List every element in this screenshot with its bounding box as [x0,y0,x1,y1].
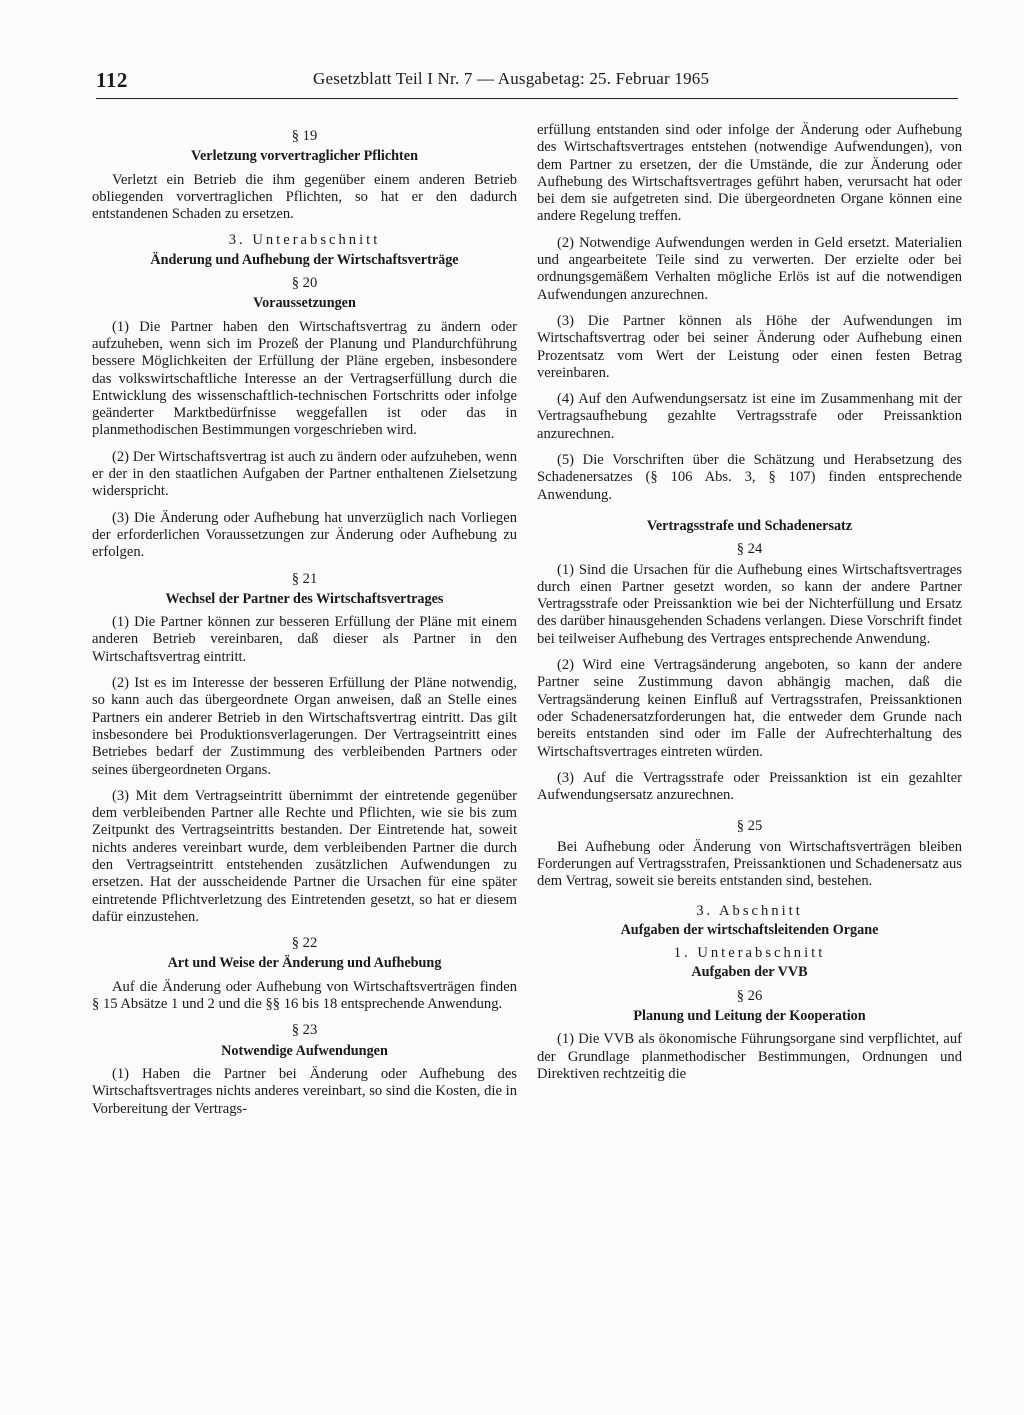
running-title: Gesetzblatt Teil I Nr. 7 — Ausgabetag: 25. Februar 1965 [313,69,710,88]
section-title: Vertragsstrafe und Schadenersatz [646,517,853,534]
paragraph: (2) Notwendige Aufwendungen werden in Geld ersetzt. Materialien und angearbeitete Teile sind zu verwerten. Der erzielte oder bei ordnungsgemäßem Verhalten mögliche Erlös ist auf die notwendigen Aufwendungen anzurechnen. [537,234,962,303]
paragraph: (3) Auf die Vertragsstrafe oder Preissanktion ist ein gezahlter Aufwendungsersatz anzurechnen. [537,769,962,804]
paragraph: (1) Sind die Ursachen für die Aufhebung eines Wirtschaftsvertrages durch einen Partner gesetzt worden, so kann der andere Partner Vertragsstrafe oder Preissanktion wie bei der Nichterfüllung und Ersatz des darüber hinausgehenden Schadens verlangen. Diese Vorschrift findet bei teilweiser Aufhebung des Vertrages entsprechende Anwendung. [537,561,962,647]
section-title: Planung und Leitung der Kooperation [633,1008,866,1025]
chapter-label: 3. Abschnitt [696,902,803,919]
paragraph: Verletzt ein Betrieb die ihm gegenüber einem anderen Betrieb obliegenden vorvertraglichen Pflichten, so hat er den dadurch entstandenen Schaden zu ersetzen. [92,171,517,223]
subsection-label: 1. Unterabschnitt [673,945,826,962]
paragraph: (1) Die VVB als ökonomische Führungsorgane sind verpflichtet, auf der Grundlage planmethodischer Bestimmungen, Ordnungen und Direktiven rechtzeitig die [537,1031,962,1082]
section-title: Verletzung vorvertraglicher Pflichten [191,148,418,165]
running-header [96,66,958,99]
section-number: § 25 [736,818,763,835]
paragraph: (1) Die Partner haben den Wirtschaftsvertrag zu ändern oder aufzuheben, wenn sich im Prozeß der Planung und Plandurchführung bessere Möglichkeiten der Erfüllung der Pläne ergeben, insbesondere das volkswirtschaftliche Interesse an der Vertragserfüllung durch die Entwicklung des wissenschaftlich-technischen Fortschritts oder infolge geänderter Marktbedürfnisse weggefallen ist oder das in planmethodischen Bestimmungen vorgeschrieben wird. [92,318,517,439]
subsection-label: 3. Unterabschnitt [228,232,381,249]
subsection-title: Aufgaben der VVB [691,964,808,981]
section-number: § 22 [291,935,318,952]
paragraph: (3) Die Partner können als Höhe der Aufwendungen im Wirtschaftsvertrag oder bei seiner Änderung oder Aufhebung einen Prozentsatz vom Wert der Leistung oder einen festen Betrag vereinbaren. [537,312,962,381]
section-number: § 20 [291,275,318,292]
section-title: Voraussetzungen [253,295,356,312]
section-number: § 19 [291,128,318,144]
paragraph: (2) Der Wirtschaftsvertrag ist auch zu ändern oder aufzuheben, wenn er der in den staatlichen Aufgaben der Partner enthaltenen Zielsetzung widerspricht. [92,448,517,500]
paragraph: (4) Auf den Aufwendungsersatz ist eine im Zusammenhang mit der Vertragsaufhebung gezahlte Vertragsstrafe oder Preissanktion anzurechnen. [537,391,962,442]
paragraph: (3) Die Änderung oder Aufhebung hat unverzüglich nach Vorliegen der erforderlichen Voraussetzungen zur Änderung oder Aufhebung zu erfolgen. [92,509,517,561]
paragraph: erfüllung entstanden sind oder infolge der Änderung oder Aufhebung des Wirtschaftsvertrages entstehen (notwendige Aufwendungen), von dem Partner zu ersetzen, der die Umstände, die zur Änderung oder Aufhebung des Wirtschaftsvertrages geführt haben, verursacht hat oder bei dem sie aufgetreten sind. Die übergeordneten Organe können eine andere Regelung treffen. [537,122,962,225]
paragraph: (5) Die Vorschriften über die Schätzung und Herabsetzung des Schadenersatzes (§ 106 Abs. 3, § 107) finden entsprechende Anwendung. [537,452,962,503]
section-title: Wechsel der Partner des Wirtschaftsvertrages [165,590,444,607]
paragraph: (2) Ist es im Interesse der besseren Erfüllung der Pläne notwendig, so kann auch das übergeordnete Organ anweisen, daß an Stelle eines Partners ein anderer Betrieb in den Wirtschaftsvertrag eintritt. Das gilt insbesondere bei Produktionsverlagerungen. Der Vertragseintritt eines Betriebes bedarf der Zustimmung des verbleibenden Partners oder seines übergeordneten Organs. [92,675,517,778]
left-column [92,122,517,1127]
subsection-title: Änderung und Aufhebung der Wirtschaftsverträge [150,251,459,268]
chapter-title: Aufgaben der wirtschaftsleitenden Organe [620,921,879,938]
page-number: 112 [96,68,128,92]
paragraph: (3) Mit dem Vertragseintritt übernimmt der eintretende gegenüber dem verbleibenden Partner alle Rechte und Pflichten, wie sie bis zum Zeitpunkt des Vertragseintritts bestanden. Der Eintretende hat, soweit nichts anderes vereinbart wurde, dem verbleibenden Partner die durch den Vertragseintritt entstehenden zusätzlichen Aufwendungen zu ersetzen. Hat der ausscheidende Partner die Ursachen für eine später eintretende Pflichtverletzung des Eintretenden gesetzt, so hat er diesem dafür einzustehen. [92,787,517,925]
paragraph: Auf die Änderung oder Aufhebung von Wirtschaftsverträgen finden § 15 Absätze 1 und 2 und die §§ 16 bis 18 entsprechende Anwendung. [92,978,517,1013]
paragraph: Bei Aufhebung oder Änderung von Wirtschaftsverträgen bleiben Forderungen auf Vertragsstrafen, Preissanktionen und Schadenersatz aus dem Vertrag, soweit sie bereits entstanden sind, bestehen. [537,838,962,890]
section-number: § 24 [736,541,763,558]
paragraph: (1) Die Partner können zur besseren Erfüllung der Pläne mit einem anderen Betrieb vereinbaren, daß dieser als Partner in den Wirtschaftsvertrag eintritt. [92,614,517,665]
section-title: Art und Weise der Änderung und Aufhebung [167,955,442,972]
section-number: § 26 [736,987,763,1004]
section-title: Notwendige Aufwendungen [221,1042,388,1059]
section-number: § 21 [291,570,318,587]
right-column [537,122,962,1092]
paragraph: (1) Haben die Partner bei Änderung oder Aufhebung des Wirtschaftsvertrages nichts anderes vereinbart, so sind die Kosten, die in Vorbereitung der Vertrags- [92,1065,517,1117]
paragraph: (2) Wird eine Vertragsänderung angeboten, so kann der andere Partner seine Zustimmung davon abhängig machen, daß die Vertragsänderung keinen Einfluß auf Vertragsstrafen, Preissanktionen oder Schadenersatzforderungen hat, die entweder dem Grunde nach bereits entstanden sind oder im Falle der Aufrechterhaltung des Wirtschaftsvertrages eintreten würden. [537,657,962,760]
section-number: § 23 [291,1022,318,1039]
